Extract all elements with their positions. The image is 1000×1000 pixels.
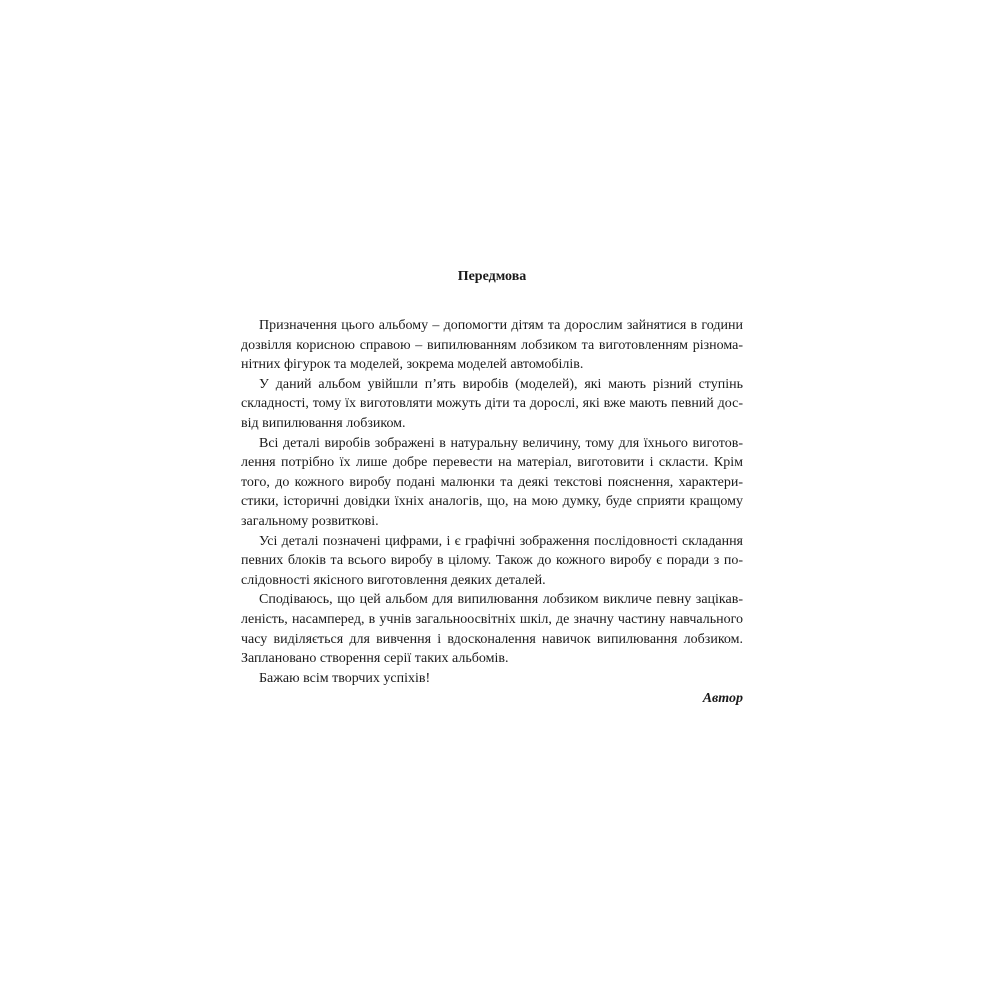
paragraph-line: У даний альбом увійшли п’ять виробів (моделей), які мають різний ступінь — [259, 376, 743, 392]
author-signature: Автор — [702, 691, 743, 707]
paragraph-line: Всі деталі виробів зображені в натуральну величину, тому для їхнього виготов- — [259, 435, 743, 451]
paragraph-line: складності, тому їх виготовляти можуть діти та дорослі, які вже мають певний дос- — [241, 396, 743, 412]
preface-paragraph-3 — [241, 434, 743, 532]
paragraph-line: лення потрібно їх лише добре перевести на матеріал, виготовити і скласти. Крім — [241, 455, 743, 471]
paragraph-line: слідовності якісного виготовлення деяких деталей. — [241, 572, 546, 588]
paragraph-line: від випилювання лобзиком. — [241, 415, 406, 431]
preface-title: Передмова — [457, 269, 527, 284]
preface-paragraph-1 — [241, 316, 743, 375]
paragraph-line: того, до кожного виробу подані малюнки та деякі текстові пояснення, характери- — [241, 474, 743, 490]
paragraph-line: стики, історичні довідки їхніх аналогів, що, на мою думку, буде сприяти кращому — [241, 494, 743, 510]
paragraph-line: Усі деталі позначені цифрами, і є графічні зображення послідовності складання — [259, 533, 743, 549]
preface-paragraph-5 — [241, 590, 743, 668]
preface-paragraph-2 — [241, 375, 743, 434]
paragraph-line: Заплановано створення серії таких альбомів. — [241, 651, 509, 667]
preface-section — [241, 266, 743, 710]
paragraph-line: леність, насамперед, в учнів загальноосвітніх шкіл, де значну частину навчального — [241, 611, 743, 627]
paragraph-line: дозвілля корисною справою – випилюванням лобзиком та виготовленням різнома- — [241, 337, 743, 353]
preface-paragraph-6 — [241, 669, 743, 689]
paragraph-line: Призначення цього альбому – допомогти дітям та дорослим зайнятися в години — [259, 318, 743, 333]
paragraph-line: Сподіваюсь, що цей альбом для випилювання лобзиком викличе певну зацікав- — [259, 592, 743, 608]
paragraph-line: загальному розвиткові. — [241, 513, 379, 529]
preface-paragraph-4 — [241, 532, 743, 591]
paragraph-line: часу виділяється для вивчення і вдосконалення навичок випилювання лобзиком. — [241, 631, 743, 647]
paragraph-line: певних блоків та всього виробу в цілому. Також до кожного виробу є поради з по- — [241, 553, 743, 569]
paragraph-line: нітних фігурок та моделей, зокрема моделей автомобілів. — [241, 357, 584, 373]
paragraph-line: Бажаю всім творчих успіхів! — [259, 670, 431, 686]
